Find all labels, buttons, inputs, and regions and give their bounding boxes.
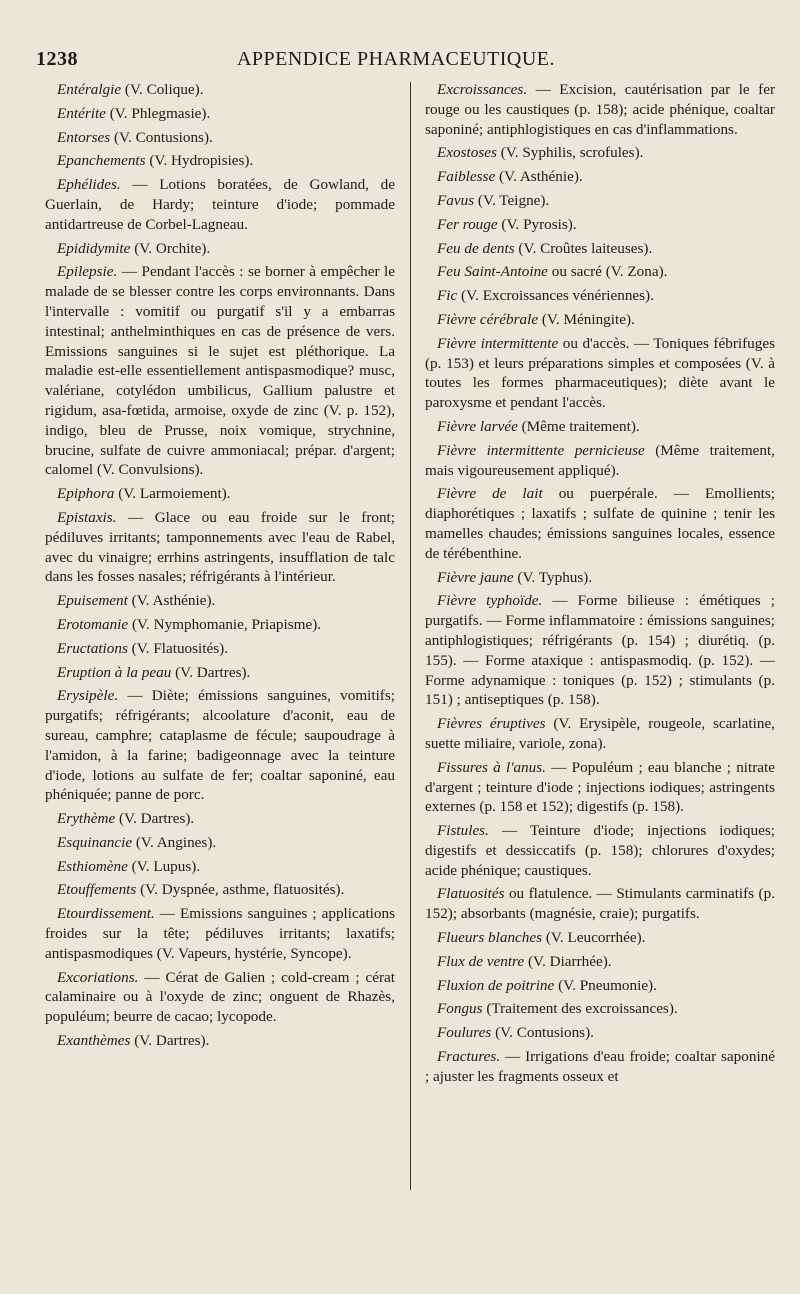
entry-term: Flatuosités xyxy=(437,885,505,903)
running-title: APPENDICE PHARMACEUTIQUE. xyxy=(236,48,556,70)
entry-term: Epiphora xyxy=(57,485,115,503)
dictionary-entry xyxy=(425,976,775,996)
entry-text: ou sacré (V. Zona). xyxy=(547,263,668,281)
entry-term: Fer rouge xyxy=(437,215,498,233)
entry-text: (V. Leucorrhée). xyxy=(542,929,646,947)
dictionary-entry xyxy=(425,191,775,211)
page-number: 1238 xyxy=(36,48,78,70)
entry-text: (V. Asthénie). xyxy=(127,592,216,610)
dictionary-entry xyxy=(425,1047,775,1087)
dictionary-entry xyxy=(425,286,775,306)
entry-term: Favus xyxy=(437,191,475,209)
dictionary-entry xyxy=(45,239,395,259)
entry-term: Etourdissement. xyxy=(57,905,155,923)
entry-term: Exanthèmes xyxy=(57,1032,131,1050)
entry-text: (V. Pyrosis). xyxy=(497,215,577,233)
entry-text: — Cérat de Galien ; cold-cream ; cérat calaminaire ou à l'oxyde de zinc; onguent de Rhazès, populéum; beurre de cacao; lycopode. xyxy=(45,968,395,1026)
entry-term: Fractures. xyxy=(437,1048,501,1066)
entry-text: (V. Angines). xyxy=(132,833,217,851)
dictionary-entry xyxy=(425,952,775,972)
entry-term: Eructations xyxy=(57,639,128,657)
entry-text: — Forme bilieuse : émétiques ; purgatifs. — Forme inflammatoire : émissions sanguines; antiphlogistiques; réfrigérants (p. 154) ; diurétiq. (p. 155). — Forme ataxique : antispasmodiq. (p. 152). — Forme adynamique : toniques (p. 152) ; stimulants (p. 151) ; antiseptiques (p. 158). xyxy=(425,592,775,709)
entry-term: Feu Saint-Antoine xyxy=(437,263,548,281)
dictionary-entry xyxy=(425,484,775,563)
entry-text: (V. Dartres). xyxy=(130,1032,210,1050)
entry-term: Fièvre intermittente xyxy=(437,334,559,352)
dictionary-entry xyxy=(45,151,395,171)
dictionary-entry xyxy=(425,417,775,437)
entry-text: (V. Croûtes laiteuses). xyxy=(514,239,653,257)
dictionary-entry xyxy=(45,615,395,635)
right-column xyxy=(425,80,775,1091)
entry-text: (Même traitement). xyxy=(517,417,640,435)
dictionary-entry xyxy=(45,262,395,480)
dictionary-entry xyxy=(425,334,775,413)
entry-term: Fièvre jaune xyxy=(437,568,514,586)
dictionary-entry xyxy=(45,104,395,124)
entry-text: (V. Typhus). xyxy=(513,568,593,586)
entry-term: Feu de dents xyxy=(437,239,515,257)
dictionary-entry xyxy=(45,686,395,805)
dictionary-entry xyxy=(425,215,775,235)
entry-text: — Emissions sanguines ; applications froides sur la tête; pédiluves irritants; laxatifs; antispasmodiques (V. Vapeurs, hystérie, Syncope). xyxy=(45,905,395,962)
entry-text: (V. Phlegmasie). xyxy=(105,104,211,122)
entry-text: (V. Contusions). xyxy=(110,128,213,146)
entry-term: Fissures à l'anus. xyxy=(437,758,546,776)
dictionary-entry xyxy=(45,904,395,963)
entry-text: (V. Diarrhée). xyxy=(524,952,612,970)
left-column xyxy=(45,80,395,1055)
entry-text: — Lotions boratées, de Gowland, de Guerlain, de Hardy; teinture d'iode; pommade antidartreuse de Corbel-Lagneau. xyxy=(45,176,395,233)
entry-text: — Populéum ; eau blanche ; nitrate d'argent ; teinture d'iode ; injections iodiques; astringents externes (p. 158 et 152); digestifs (p. 158). xyxy=(425,758,775,816)
dictionary-entry xyxy=(45,968,395,1027)
dictionary-entry xyxy=(45,833,395,853)
dictionary-entry xyxy=(45,80,395,100)
entry-text: — Irrigations d'eau froide; coaltar saponiné ; ajuster les fragments osseux et xyxy=(425,1048,775,1085)
entry-text: (V. Larmoiement). xyxy=(114,485,231,503)
entry-term: Fièvre typhoïde. xyxy=(437,592,543,610)
entry-term: Excoriations. xyxy=(57,968,139,986)
entry-text: (V. Lupus). xyxy=(127,857,201,875)
entry-text: ou flatulence. — Stimulants carminatifs (p. 152); absorbants (magnésie, craie); purgatifs. xyxy=(425,885,775,923)
dictionary-entry xyxy=(45,1031,395,1051)
entry-text: (V. Flatuosités). xyxy=(127,639,229,657)
entry-text: — Pendant l'accès : se borner à empêcher le malade de se blesser contre les corps environnants. Dans l'intervalle : vomitif ou purgatif s'il y a embarras intestinal; anthelminthiques en cas de présence de vers. Emissions sanguines si le sujet est pléthorique. La maladie est-elle essentiellement antispasmodique? musc, valériane, cotylédon umbilicus, Gallium palustre et rigidum, asa-fœtida, armoise, oxyde de zinc (V. p. 152), indigo, bleu de Prusse, noix vomique, strychnine, brucine, sulfate de cuivre ammoniacal; prépar. d'argent; calomel (V. Convulsions). xyxy=(45,263,395,479)
entry-text: (V. Hydropisies). xyxy=(145,152,254,170)
dictionary-entry xyxy=(45,663,395,683)
entry-term: Epilepsie. xyxy=(57,263,118,281)
page-header xyxy=(36,46,756,72)
entry-term: Epanchements xyxy=(57,152,146,170)
entry-term: Erysipèle. xyxy=(57,687,119,705)
entry-text: — Diète; émissions sanguines, vomitifs; purgatifs; réfrigérants; alcoolature d'aconit, eau de sureau, camphre; cataplasme de fécule; saupoudrage à l'amidon, à la farine; badigeonnage avec la teinture d'iode, lotions au sulfate de fer; coaltar saponiné, eau phéniquée; panne de porc. xyxy=(45,687,395,804)
entry-term: Fièvre larvée xyxy=(437,417,518,435)
entry-term: Fièvre intermittente pernicieuse xyxy=(437,441,645,459)
dictionary-entry xyxy=(425,310,775,330)
entry-text: (V. Excroissances vénériennes). xyxy=(457,287,654,305)
dictionary-entry xyxy=(425,441,775,481)
dictionary-entry xyxy=(45,857,395,877)
entry-text: (V. Contusions). xyxy=(491,1024,594,1042)
entry-term: Fluxion de poitrine xyxy=(437,976,555,994)
entry-term: Entorses xyxy=(57,128,111,146)
entry-term: Flueurs blanches xyxy=(437,929,543,947)
entry-text: (V. Orchite). xyxy=(130,239,211,257)
dictionary-entry xyxy=(425,928,775,948)
entry-term: Fongus xyxy=(437,1000,483,1018)
dictionary-entry xyxy=(425,714,775,754)
dictionary-entry xyxy=(425,239,775,259)
dictionary-entry xyxy=(45,128,395,148)
dictionary-entry xyxy=(425,167,775,187)
entry-term: Etouffements xyxy=(57,881,137,899)
entry-term: Flux de ventre xyxy=(437,952,525,970)
entry-text: (V. Colique). xyxy=(121,81,204,98)
dictionary-entry xyxy=(425,821,775,880)
dictionary-entry xyxy=(425,262,775,282)
dictionary-entry xyxy=(425,143,775,163)
entry-term: Fièvres éruptives xyxy=(437,715,546,733)
entry-term: Entéralgie xyxy=(57,81,122,98)
entry-term: Epididymite xyxy=(57,239,131,257)
entry-term: Fièvre de lait xyxy=(437,485,543,503)
entry-text: (V. Dartres). xyxy=(171,663,251,681)
dictionary-entry xyxy=(45,508,395,587)
entry-term: Esthiomène xyxy=(57,857,128,875)
dictionary-entry xyxy=(425,591,775,710)
entry-text: — Excision, cautérisation par le fer rouge ou les caustiques (p. 158); acide phénique, coaltar saponiné; antiphlogistiques en cas d'inflammations. xyxy=(425,81,775,138)
entry-term: Epistaxis. xyxy=(57,508,117,526)
entry-term: Esquinancie xyxy=(57,833,133,851)
column-divider xyxy=(410,82,411,1190)
entry-term: Foulures xyxy=(437,1024,492,1042)
entry-text: (V. Méningite). xyxy=(538,310,635,328)
entry-text: (V. Erysipèle, rougeole, scarlatine, suette miliaire, variole, zona). xyxy=(425,715,775,752)
entry-text: ou puerpérale. — Emollients; diaphorétiques ; laxatifs ; sulfate de quinine ; tenir les mamelles chaudes; émissions sanguines locales, essence de térébenthine. xyxy=(425,485,776,562)
entry-text: (V. Asthénie). xyxy=(495,168,583,186)
entry-text: (V. Dyspnée, asthme, flatuosités). xyxy=(136,881,345,899)
entry-text: (V. Teigne). xyxy=(474,191,550,209)
entry-term: Epuisement xyxy=(57,592,128,610)
entry-term: Excroissances. xyxy=(437,81,528,98)
dictionary-entry xyxy=(425,80,775,139)
entry-text: (V. Dartres). xyxy=(115,810,195,828)
dictionary-entry xyxy=(45,880,395,900)
entry-text: (V. Pneumonie). xyxy=(554,976,657,994)
dictionary-entry xyxy=(425,758,775,817)
entry-term: Fic xyxy=(437,287,458,305)
entry-text: — Teinture d'iode; injections iodiques; digestifs et dessiccatifs (p. 158); chlorures d'oxydes; acide phénique; caustiques. xyxy=(425,822,775,879)
dictionary-entry xyxy=(425,568,775,588)
entry-term: Fistules. xyxy=(437,822,489,840)
entry-term: Exostoses xyxy=(437,144,497,162)
entry-term: Entérite xyxy=(57,104,106,122)
entry-term: Fièvre cérébrale xyxy=(437,310,539,328)
dictionary-entry xyxy=(425,884,775,924)
dictionary-entry xyxy=(45,639,395,659)
entry-text: ou d'accès. — Toniques fébrifuges (p. 153) et leurs préparations simples et composées (V. à toutes les formes pharmaceutiques); diète avant le paroxysme et pendant l'accès. xyxy=(425,334,775,412)
dictionary-entry xyxy=(45,175,395,234)
dictionary-entry xyxy=(425,999,775,1019)
entry-text: (V. Syphilis, scrofules). xyxy=(496,144,644,162)
dictionary-entry xyxy=(45,809,395,829)
entry-text: (Traitement des excroissances). xyxy=(482,1000,678,1018)
entry-term: Ephélides. xyxy=(57,176,121,194)
dictionary-entry xyxy=(45,484,395,504)
entry-term: Erythème xyxy=(57,810,116,828)
entry-text: (V. Nymphomanie, Priapisme). xyxy=(128,615,322,633)
dictionary-entry xyxy=(45,591,395,611)
entry-text: (Même traitement, mais vigoureusement appliqué). xyxy=(425,441,775,479)
entry-term: Erotomanie xyxy=(57,615,129,633)
entry-term: Eruption à la peau xyxy=(57,663,172,681)
entry-term: Faiblesse xyxy=(437,168,496,186)
entry-text: — Glace ou eau froide sur le front; pédiluves irritants; tamponnements avec l'eau de Rabel, avec du vinaigre; errhins astringents, insufflation de talc dans les fosses nasales; réfrigérants à l'intérieur. xyxy=(45,508,395,586)
dictionary-entry xyxy=(425,1023,775,1043)
